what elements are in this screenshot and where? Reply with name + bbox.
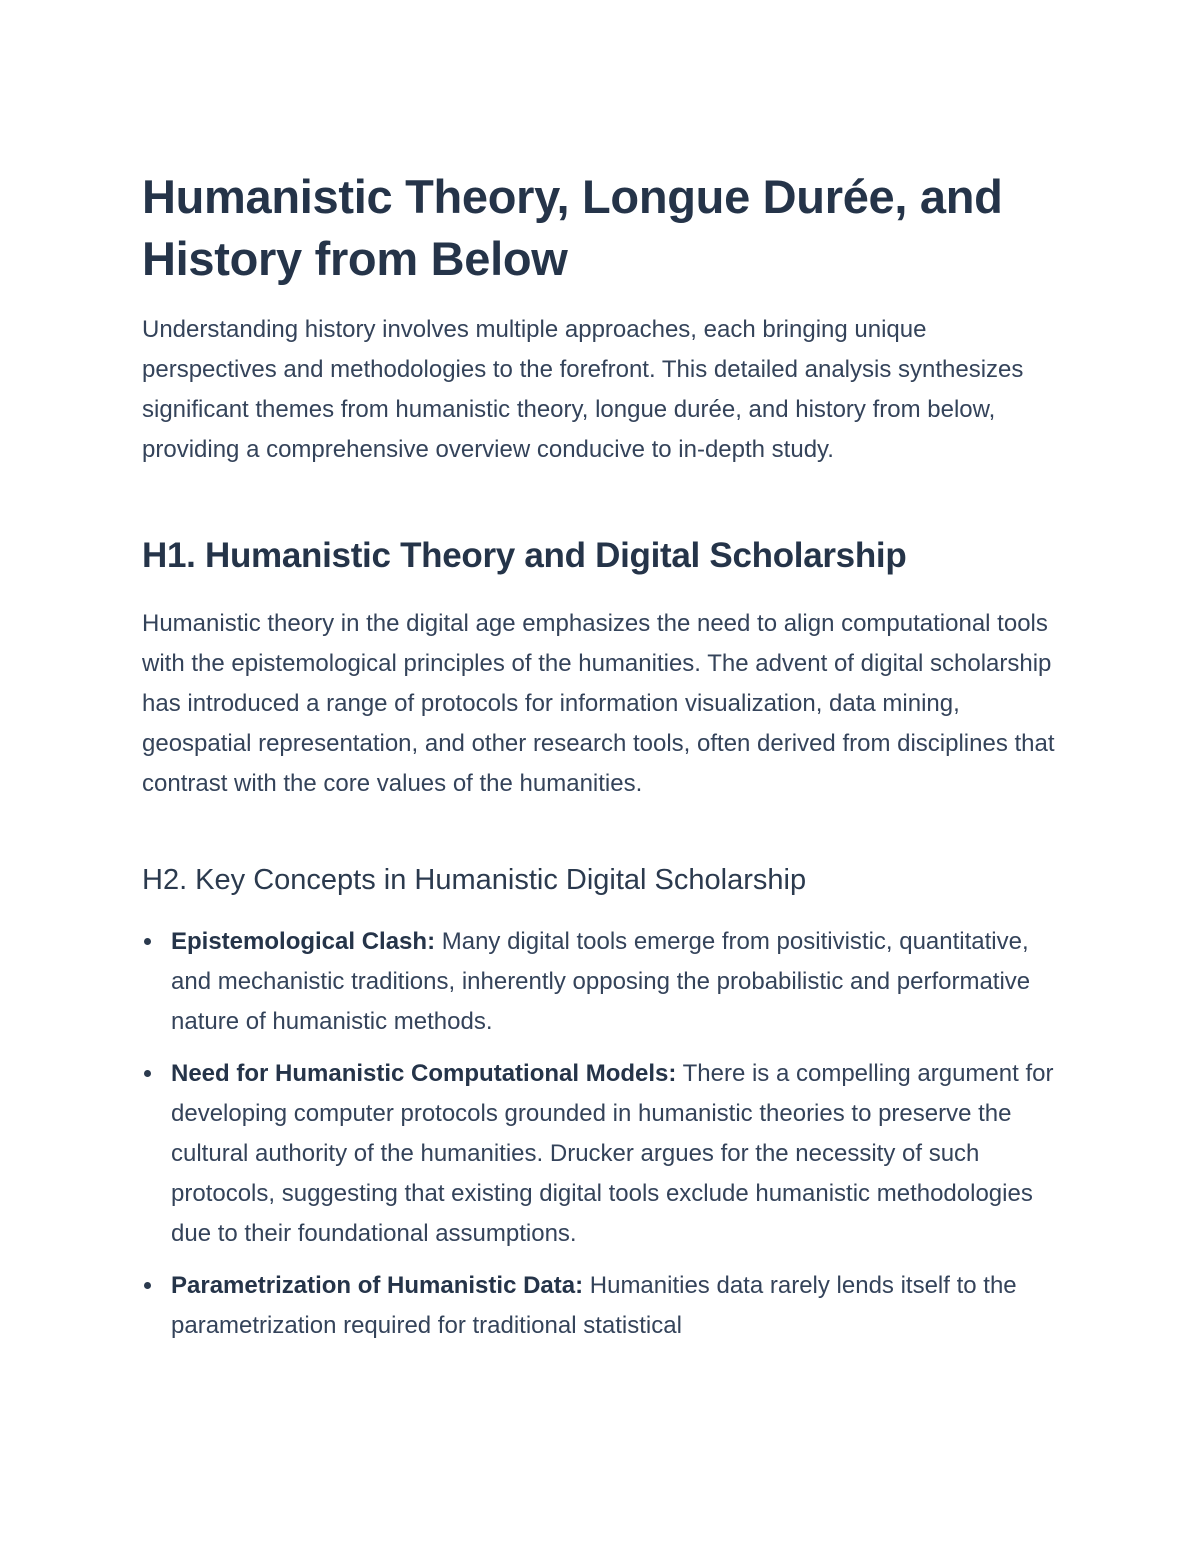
subsection-heading-h2: H2. Key Concepts in Humanistic Digital Scholarship	[142, 864, 807, 896]
key-concepts-list	[142, 922, 1062, 1358]
list-item	[142, 922, 1062, 1042]
list-item	[142, 1054, 1062, 1254]
bullet-icon	[144, 1282, 151, 1289]
concept-term: Parametrization of Humanistic Data:	[171, 1272, 584, 1299]
concept-term: Need for Humanistic Computational Models:	[171, 1060, 677, 1087]
list-item	[142, 1266, 1062, 1346]
bullet-icon	[144, 1070, 151, 1077]
concept-text: There is a compelling argument for developing computer protocols grounded in humanistic theories to preserve the cultural authority of the humanities. Drucker argues for the necessity of such protocols, suggesting that existing digital tools exclude humanistic methodologies due to their foundational assumptions.	[171, 1060, 1054, 1247]
bullet-icon	[144, 938, 151, 945]
document-title: Humanistic Theory, Longue Durée, and History from Below	[142, 170, 1003, 285]
section-heading-h1: H1. Humanistic Theory and Digital Scholarship	[142, 536, 907, 575]
section-paragraph: Humanistic theory in the digital age emphasizes the need to align computational tools with the epistemological principles of the humanities. The advent of digital scholarship has introduced a range of protocols for information visualization, data mining, geospatial representation, and other research tools, often derived from disciplines that contrast with the core values of the humanities.	[142, 610, 1055, 797]
concept-text: Humanities data rarely lends itself to the parametrization required for traditional statistical	[171, 1272, 1017, 1339]
intro-paragraph: Understanding history involves multiple approaches, each bringing unique perspectives and methodologies to the forefront. This detailed analysis synthesizes significant themes from humanistic theory, longue durée, and history from below, providing a comprehensive overview conducive to in-depth study.	[142, 316, 1024, 463]
concept-text: Many digital tools emerge from positivistic, quantitative, and mechanistic traditions, inherently opposing the probabilistic and performative nature of humanistic methods.	[171, 928, 1031, 1035]
concept-term: Epistemological Clash:	[171, 928, 436, 955]
